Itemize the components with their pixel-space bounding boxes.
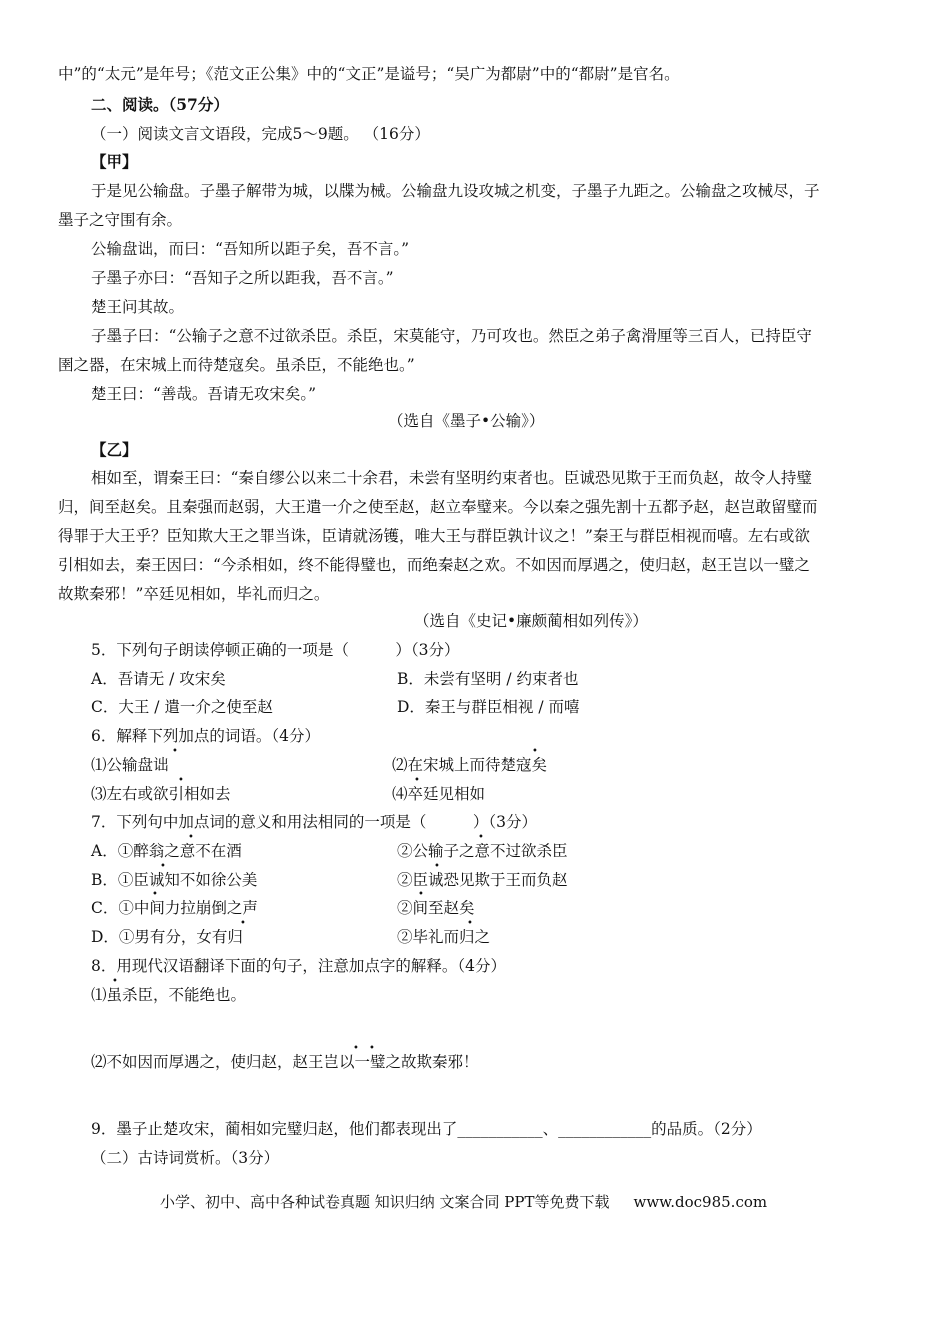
emphasis-dot: •	[160, 861, 166, 872]
yi-paragraph-d: 引相如去，秦王因曰：“今杀相如，终不能得璧也，而绝秦赵之欢。不如因而厚遇之，使归赵，赵王岂以一璧之	[58, 556, 810, 574]
jia-paragraph-1b: 墨子之守围有余。	[58, 211, 183, 229]
q7-option-c-2: ②间至赵矣	[397, 899, 475, 917]
emphasis-dot: •	[188, 832, 194, 843]
q5-option-a: A．吾请无 / 攻宋矣	[91, 670, 226, 688]
page-footer	[160, 1191, 767, 1212]
emphasis-dot: •	[240, 918, 246, 929]
subsection-poetry: （二）古诗词赏析。（3分）	[91, 1149, 280, 1167]
jia-paragraph-3: 子墨子亦曰：“吾知子之所以距我，吾不言。”	[91, 269, 394, 287]
passage-jia-label: 【甲】	[91, 152, 138, 171]
jia-source: （选自《墨子•公输》）	[388, 412, 545, 430]
q6-item-2: ⑵在宋城上而待楚寇矣	[392, 756, 548, 774]
q8-sentence-1: ⑴虽杀臣，不能绝也。	[91, 986, 247, 1004]
emphasis-dot: •	[172, 746, 178, 757]
q7-option-d-1: D．①男有分，女有归	[91, 928, 243, 946]
q6-item-3: ⑶左右或欲引相如去	[91, 785, 231, 803]
yi-paragraph-a: 相如至，谓秦王曰：“秦自缪公以来二十余君，未尝有坚明约束者也。臣诚恐见欺于王而负赵，故令人持璧	[91, 469, 812, 487]
emphasis-dot: •	[369, 1043, 375, 1054]
emphasis-dot: •	[152, 889, 158, 900]
q6-item-4: ⑷卒廷见相如	[392, 785, 486, 803]
q5-option-d: D．秦王与群臣相视 / 而嘻	[397, 698, 580, 716]
jia-paragraph-6: 楚王曰：“善哉。吾请无攻宋矣。”	[91, 385, 317, 403]
footer-url[interactable]: www.doc985.com	[633, 1193, 768, 1211]
passage-yi-label: 【乙】	[91, 440, 138, 459]
q6-item-1: ⑴公输盘诎	[91, 756, 169, 774]
q7-option-c-1: C．①中间力拉崩倒之声	[91, 899, 258, 917]
yi-paragraph-e: 故欺秦邪！”卒廷见相如，毕礼而归之。	[58, 585, 330, 603]
emphasis-dot: •	[178, 775, 184, 786]
subsection-classical-prose: （一）阅读文言文语段，完成5～9题。 （16分）	[91, 125, 430, 143]
q5-option-b: B．未尝有坚明 / 约束者也	[397, 670, 579, 688]
yi-paragraph-c: 得罪于大王乎？臣知欺大王之罪当诛，臣请就汤镬，唯大王与群臣孰计议之！”秦王与群臣相视而嘻。左右或欲	[58, 527, 810, 545]
intro-line: 中”的“太元”是年号；《范文正公集》中的“文正”是谥号；“吴广为都尉”中的“都尉”是官名。	[58, 65, 680, 83]
q5-option-c: C．大王 / 遣一介之使至赵	[91, 698, 273, 716]
question-9-stem: 9．墨子止楚攻宋，蔺相如完璧归赵，他们都表现出了___________、____________的品质。（2分）	[91, 1120, 762, 1138]
emphasis-dot: •	[112, 976, 118, 987]
q7-option-a-1: A．①醉翁之意不在酒	[91, 842, 242, 860]
emphasis-dot: •	[478, 832, 484, 843]
q7-option-b-2: ②臣诚恐见欺于王而负赵	[397, 871, 568, 889]
jia-paragraph-2: 公输盘诎，而曰：“吾知所以距子矣，吾不言。”	[91, 240, 410, 258]
q7-option-d-2: ②毕礼而归之	[397, 928, 491, 946]
yi-paragraph-b: 归，间至赵矣。且秦强而赵弱，大王遣一介之使至赵，赵立奉璧来。今以秦之强先割十五都予赵，赵岂敢留璧而	[58, 498, 818, 516]
question-7-stem: 7．下列句中加点词的意义和用法相同的一项是（ ）（3分）	[91, 813, 537, 831]
emphasis-dot: •	[418, 889, 424, 900]
q7-option-a-2: ②公输子之意不过欲杀臣	[397, 842, 568, 860]
emphasis-dot: •	[434, 861, 440, 872]
jia-paragraph-5b: 圉之器，在宋城上而待楚寇矣。虽杀臣，不能绝也。”	[58, 356, 415, 374]
section-title-reading: 二、阅读。（57分）	[91, 95, 229, 114]
question-6-stem: 6．解释下列加点的词语。（4分）	[91, 727, 320, 745]
footer-text: 小学、初中、高中各种试卷真题 知识归纳 文案合同 PPT等免费下载	[160, 1193, 610, 1211]
jia-paragraph-1a: 于是见公输盘。子墨子解带为城，以牒为械。公输盘九设攻城之机变，子墨子九距之。公输盘之攻械尽，子	[91, 182, 820, 200]
jia-paragraph-4: 楚王问其故。	[91, 298, 185, 316]
emphasis-dot: •	[532, 746, 538, 757]
jia-paragraph-5a: 子墨子曰：“公输子之意不过欲杀臣。杀臣，宋莫能守，乃可攻也。然臣之弟子禽滑厘等三百人，已持臣守	[91, 327, 812, 345]
yi-source: （选自《史记•廉颇蔺相如列传》）	[414, 612, 648, 630]
question-5-stem: 5．下列句子朗读停顿正确的一项是（ ）（3分）	[91, 641, 460, 659]
emphasis-dot: •	[353, 1043, 359, 1054]
emphasis-dot: •	[467, 918, 473, 929]
q7-option-b-1: B．①臣诚知不如徐公美	[91, 871, 258, 889]
question-8-stem: 8．用现代汉语翻译下面的句子，注意加点字的解释。（4分）	[91, 957, 506, 975]
q8-sentence-2: ⑵不如因而厚遇之，使归赵，赵王岂以一璧之故欺秦邪！	[91, 1053, 479, 1071]
emphasis-dot: •	[414, 775, 420, 786]
